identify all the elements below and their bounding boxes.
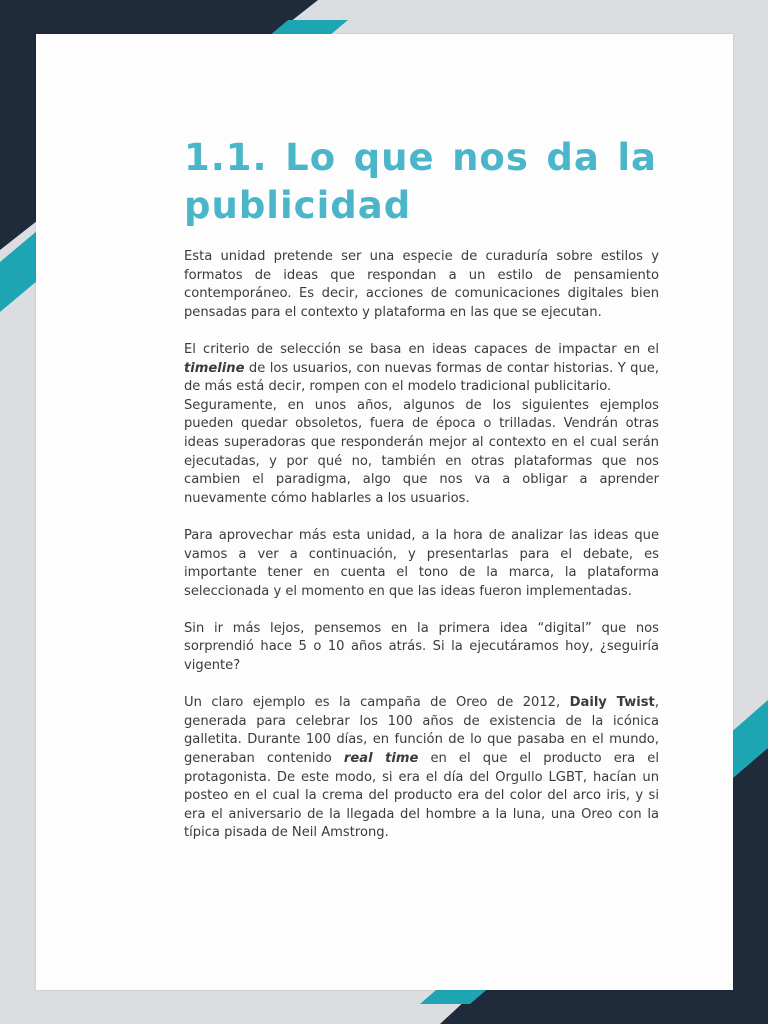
paragraph-5-text: Sin ir más lejos, pensemos en la primera idea “digital” que nos sorprendió hace 5 o 10 años atrás. Si la ejecutáramos hoy, ¿seguiría vigente? (184, 620, 659, 674)
title-line-2: publicidad (184, 184, 412, 227)
paragraph-3-text: Seguramente, en unos años, algunos de los siguientes ejemplos pueden quedar obsoletos, fuera de época o trilladas. Vendrán otras ideas superadoras que responderán mejor al contexto en el cual serán ejecutadas, y por qué no, también en otras plataformas que nos cambien el paradigma, algo que nos va a obligar a aprender nuevamente cómo hablarles a los usuarios. (184, 397, 659, 506)
page-title (184, 134, 657, 230)
paragraph-2 (184, 341, 659, 397)
paragraph-6 (184, 694, 659, 843)
title-line-1: 1.1. Lo que nos da la (184, 136, 657, 179)
paragraph-3 (184, 397, 659, 509)
daily-twist-strong: Daily Twist (569, 695, 655, 711)
paragraph-2-text-a: El criterio de selección se basa en ideas capaces de impactar en el (184, 341, 659, 357)
body-text (184, 248, 659, 843)
paragraph-4 (184, 527, 659, 601)
real-time-emphasis: real time (343, 751, 419, 767)
timeline-emphasis: timeline (184, 360, 245, 376)
document-page (36, 34, 733, 990)
paragraph-6-text-b: , generada para celebrar los 100 años de existencia de la icónica galletita. Durante 100 días, en función de lo que pasaba en el mundo, generaban contenido (184, 695, 659, 767)
paragraph-1-text: Esta unidad pretende ser una especie de curaduría sobre estilos y formatos de ideas que respondan a un estilo de pensamiento contemporáneo. Es decir, acciones de comunicaciones digitales bien pensadas para el contexto y plataforma en las que se ejecutan. (184, 249, 659, 320)
paragraph-6-text-c: en el que el producto era el protagonista. De este modo, si era el día del Orgullo LGBT, hacían un posteo en el cual la crema del producto era del color del arco iris, y si era el aniversario de la llegada del hombre a la luna, una Oreo con la típica pisada de Neil Amstrong. (184, 751, 659, 841)
paragraph-2-text-b: de los usuarios, con nuevas formas de contar historias. Y que, de más está decir, rompen con el modelo tradicional publicitario. (184, 360, 659, 395)
paragraph-4-text: Para aprovechar más esta unidad, a la hora de analizar las ideas que vamos a ver a continuación, y presentarlas para el debate, es importante tener en cuenta el tono de la marca, la plataforma seleccionada y el momento en que las ideas fueron implementadas. (184, 527, 659, 599)
paragraph-1 (184, 248, 659, 322)
paragraph-5 (184, 620, 659, 676)
paragraph-6-text-a: Un claro ejemplo es la campaña de Oreo de 2012, (184, 695, 570, 711)
